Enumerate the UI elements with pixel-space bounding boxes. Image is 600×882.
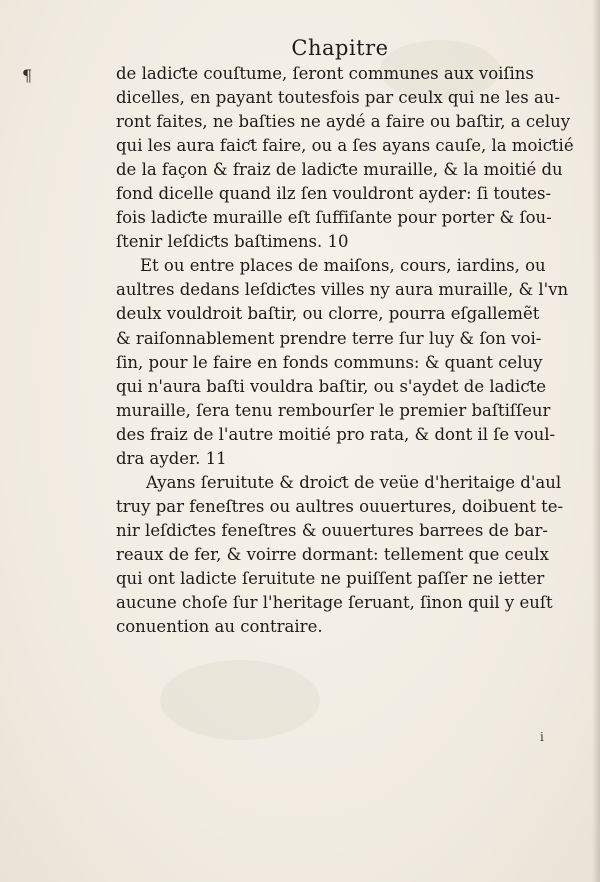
body-text [116, 62, 598, 639]
text-line: conuention au contraire. [116, 617, 323, 637]
text-line: qui ont ladicte ſeruitute ne puiſſent paſſer ne ietter [116, 568, 545, 588]
text-line: nir leſdiƈtes feneſtres & ouuertures barrees de bar- [116, 520, 548, 540]
text-line: Ayans ſeruitute & droiƈt de veüe d'heritaige d'aul [146, 472, 562, 492]
text-line: Et ou entre places de maiſons, cours, iardins, ou [140, 256, 546, 276]
text-line: ront faites, ne baſties ne aydé a faire ou baſtir, a celuy [116, 112, 571, 132]
text-line: de ladiƈte couſtume, ſeront communes aux voiſins [116, 64, 534, 83]
text-line: dicelles, en payant toutesfois par ceulx qui ne les au- [116, 88, 561, 108]
text-line: de la façon & fraiz de ladiƈte muraille, & la moitié du [116, 160, 563, 180]
text-line: ſin, pour le faire en fonds communs: & quant celuy [116, 352, 543, 372]
running-head: Chapitre [291, 36, 389, 60]
text-line: muraille, ſera tenu rembourſer le premier baſtiſſeur [116, 400, 551, 420]
text-line: des fraiz de l'autre moitié pro rata, & dont il ſe voul- [116, 424, 556, 444]
signature-mark: i [540, 730, 544, 744]
text-line: qui n'aura baſti vouldra baſtir, ou s'aydet de ladiƈte [116, 376, 546, 396]
text-line: truy par feneſtres ou aultres ouuertures, doibuent te- [116, 496, 564, 516]
text-line: aultres dedans leſdiƈtes villes ny aura muraille, & l'vn [116, 280, 569, 300]
text-line: fois ladiƈte muraille eſt ſuffiſante pour porter & ſou- [116, 208, 552, 228]
paper-stain [160, 660, 320, 740]
text-line: dra ayder. 11 [116, 448, 227, 468]
text-line: deulx vouldroit baſtir, ou clorre, pourra eſgallemẽt [116, 304, 540, 324]
text-line: fond dicelle quand ilz ſen vouldront ayder: ſi toutes- [116, 184, 552, 204]
text-line: reaux de fer, & voirre dormant: tellement que ceulx [116, 544, 549, 564]
margin-mark: ¶ [22, 66, 33, 85]
text-line: & raiſonnablement prendre terre ſur luy & ſon voi- [116, 328, 542, 348]
text-line: ſtenir leſdiƈts baſtimens. 10 [116, 232, 349, 252]
page-edge-shadow [592, 0, 600, 882]
text-line: qui les aura faiƈt faire, ou a ſes ayans cauſe, la moiƈtié [116, 136, 574, 156]
text-line: aucune choſe ſur l'heritage ſeruant, ſinon quil y euſt [116, 593, 553, 613]
